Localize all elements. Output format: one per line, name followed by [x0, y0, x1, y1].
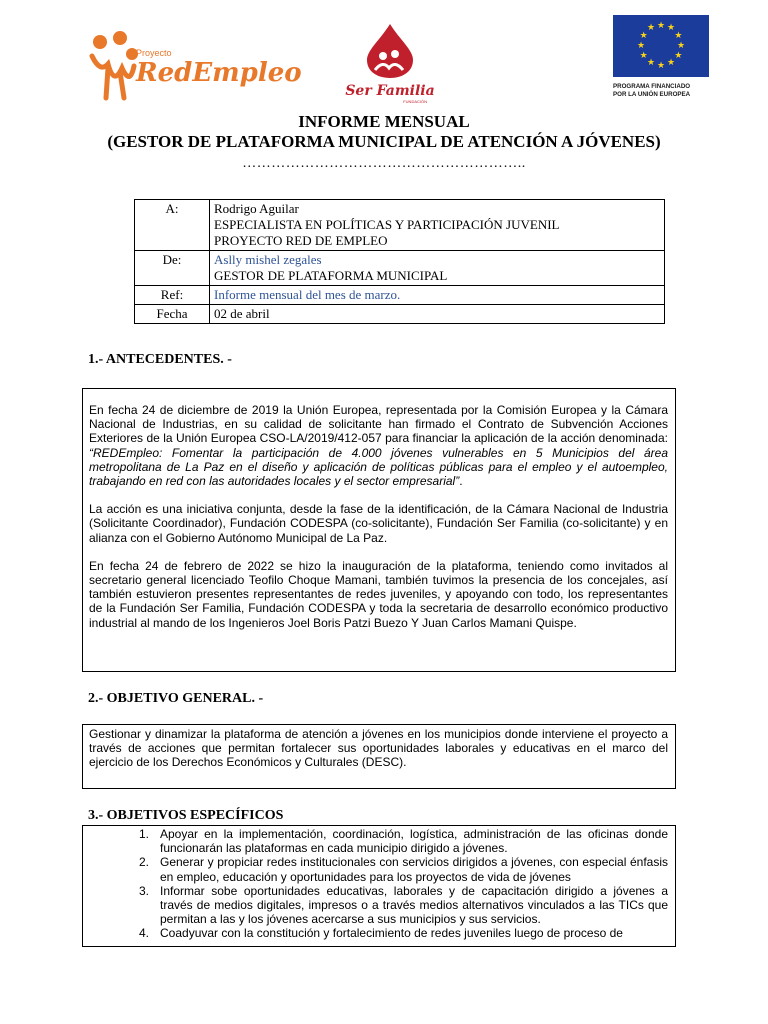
- objetivos-list: [89, 827, 668, 941]
- list-item-number: 3.: [139, 883, 150, 898]
- memo-to-role2: PROYECTO RED DE EMPLEO: [214, 233, 388, 248]
- objetivos-especificos-box: [82, 825, 676, 947]
- list-item-text: Coadyuvar con la constitución y fortalecimiento de redes juveniles luego de proceso de: [160, 926, 623, 941]
- memo-date-value: 02 de abril: [210, 305, 665, 324]
- list-item: [89, 926, 668, 940]
- antecedentes-box: [82, 388, 676, 672]
- report-title: INFORME MENSUAL: [298, 112, 470, 131]
- redempleo-small-text: Proyecto: [136, 48, 172, 58]
- memo-to-role1: ESPECIALISTA EN POLÍTICAS Y PARTICIPACIÓN JUVENIL: [214, 217, 560, 232]
- memo-from-role: GESTOR DE PLATAFORMA MUNICIPAL: [214, 268, 448, 283]
- objetivo-general-box: [82, 724, 676, 789]
- memo-from-value: [210, 251, 665, 286]
- eu-star-icon: ★: [674, 30, 683, 41]
- memo-to-name: Rodrigo Aguilar: [214, 201, 299, 216]
- memo-ref-value: Informe mensual del mes de marzo.: [210, 286, 665, 305]
- eu-star-icon: ★: [657, 20, 666, 31]
- serfamilia-drop-icon: [345, 22, 435, 78]
- eu-star-icon: ★: [637, 40, 646, 51]
- eu-star-icon: ★: [667, 23, 676, 34]
- serfamilia-sub-text: FUNDACIÓN: [403, 99, 427, 104]
- memo-row-to: [135, 200, 665, 251]
- eu-star-icon: ★: [677, 40, 686, 51]
- eu-star-icon: ★: [657, 60, 666, 71]
- list-item-number: 1.: [139, 827, 150, 841]
- list-item: [89, 884, 668, 927]
- eu-star-icon: ★: [639, 50, 648, 61]
- memo-row-from: [135, 251, 665, 286]
- eu-text-line2: POR LA UNIÓN EUROPEA: [613, 91, 691, 98]
- list-item-text: Generar y propiciar redes institucionales con servicios dirigidos a jóvenes, con especial énfasis en empleo, educación y oportunidades para los proyectos de vida de jóvenes: [160, 855, 668, 884]
- antecedentes-p1-start: En fecha 24 de diciembre de 2019 la Unión Europea, representada por la Comisión Europea y la Cámara Nacional de Industrias, en su calidad de solicitante han firmado el Contrato de Subvención Acciones Exteriores de la Unión Europea CSO-LA/2019/412-057 para financiar la aplicación de la acción denominada:: [89, 403, 668, 446]
- eu-star-icon: ★: [674, 50, 683, 61]
- dotted-separator: …………………………………………………..: [242, 156, 526, 171]
- eu-text-line1: PROGRAMA FINANCIADO: [613, 83, 691, 90]
- eu-logo: [613, 15, 713, 105]
- memo-ref-label: Ref:: [135, 286, 210, 305]
- list-item: [89, 855, 668, 883]
- report-subtitle: (GESTOR DE PLATAFORMA MUNICIPAL DE ATENCIÓN A JÓVENES): [107, 132, 661, 151]
- section-heading-antecedentes: 1.- ANTECEDENTES. -: [88, 352, 232, 367]
- section-heading-objetivo-general: 2.- OBJETIVO GENERAL. -: [88, 691, 264, 706]
- antecedentes-paragraph-3: En fecha 24 de febrero de 2022 se hizo la inauguración de la plataforma, teniendo como invitados al secretario general licenciado Teofilo Choque Mamani, también tuvimos la presencia de los concejales, así también estuvieron presentes representantes de redes juveniles, y apoyando con todo, los representantes de la Fundación Ser Familia, Fundación CODESPA y toda la secretaria de desarrollo económico productivo industrial al mando de los Ingenieros Joel Boris Patzi Buezo Y Juan Carlos Mamani Quispe.: [89, 558, 668, 630]
- antecedentes-p1-end: .: [459, 474, 463, 489]
- memo-row-date: [135, 305, 665, 324]
- memo-row-ref: [135, 286, 665, 305]
- eu-star-icon: ★: [667, 57, 676, 68]
- eu-star-icon: ★: [639, 30, 648, 41]
- eu-star-icon: ★: [647, 57, 656, 68]
- memo-from-name: Aslly mishel zegales: [214, 252, 322, 267]
- serfamilia-logo: [345, 22, 435, 104]
- redempleo-main-text: RedEmpleo: [136, 58, 302, 88]
- eu-star-icon: ★: [647, 23, 656, 34]
- list-item-text: Informar sobe oportunidades educativas, laborales y de capacitación dirigido a jóvenes a través de medios digitales, impresos o a través medios alternativos vinculados a las TICs que permitan a las y los jóvenes acercarse a sus municipios y sus servicios.: [160, 883, 668, 927]
- eu-flag-icon: [613, 15, 709, 77]
- section-heading-objetivos-especificos: 3.- OBJETIVOS ESPECÍFICOS: [88, 808, 284, 823]
- antecedentes-paragraph-1: [89, 403, 668, 488]
- memo-header-table: [134, 199, 665, 324]
- memo-to-label: A:: [135, 200, 210, 251]
- list-item: [89, 827, 668, 855]
- list-item-text: Apoyar en la implementación, coordinación, logística, administración de las oficinas donde funcionarán las plataformas en cada municipio dirigido a jóvenes.: [160, 827, 668, 856]
- memo-from-label: De:: [135, 251, 210, 286]
- memo-date-label: Fecha: [135, 305, 210, 324]
- memo-to-value: [210, 200, 665, 251]
- redempleo-logo: [86, 28, 302, 108]
- antecedentes-paragraph-2: La acción es una iniciativa conjunta, desde la fase de la identificación, de la Cámara Nacional de Industria (Solicitante Coordinador), Fundación CODESPA (co-solicitante), Fundación Ser Familia (co-solicitante) y en alianza con el Gobierno Autónomo Municipal de La Paz.: [89, 502, 668, 545]
- list-item-number: 2.: [139, 855, 150, 870]
- objetivo-general-text: Gestionar y dinamizar la plataforma de atención a jóvenes en los municipios donde interviene el proyecto a través de acciones que permitan fortalecer sus oportunidades laborales y educativas en el marco del ejercicio de los Derechos Económicos y Culturales (DESC).: [89, 727, 668, 770]
- list-item-number: 4.: [139, 926, 150, 941]
- antecedentes-p1-italic: “REDEmpleo: Fomentar la participación de 4.000 jóvenes vulnerables en 5 Municipios del área metropolitana de La Paz en el diseño y aplicación de políticas públicas para el empleo y el autoempleo, trabajando en red con las autoridades locales y el sector empresarial”: [89, 445, 668, 489]
- serfamilia-main-text: Ser Familia: [345, 83, 435, 99]
